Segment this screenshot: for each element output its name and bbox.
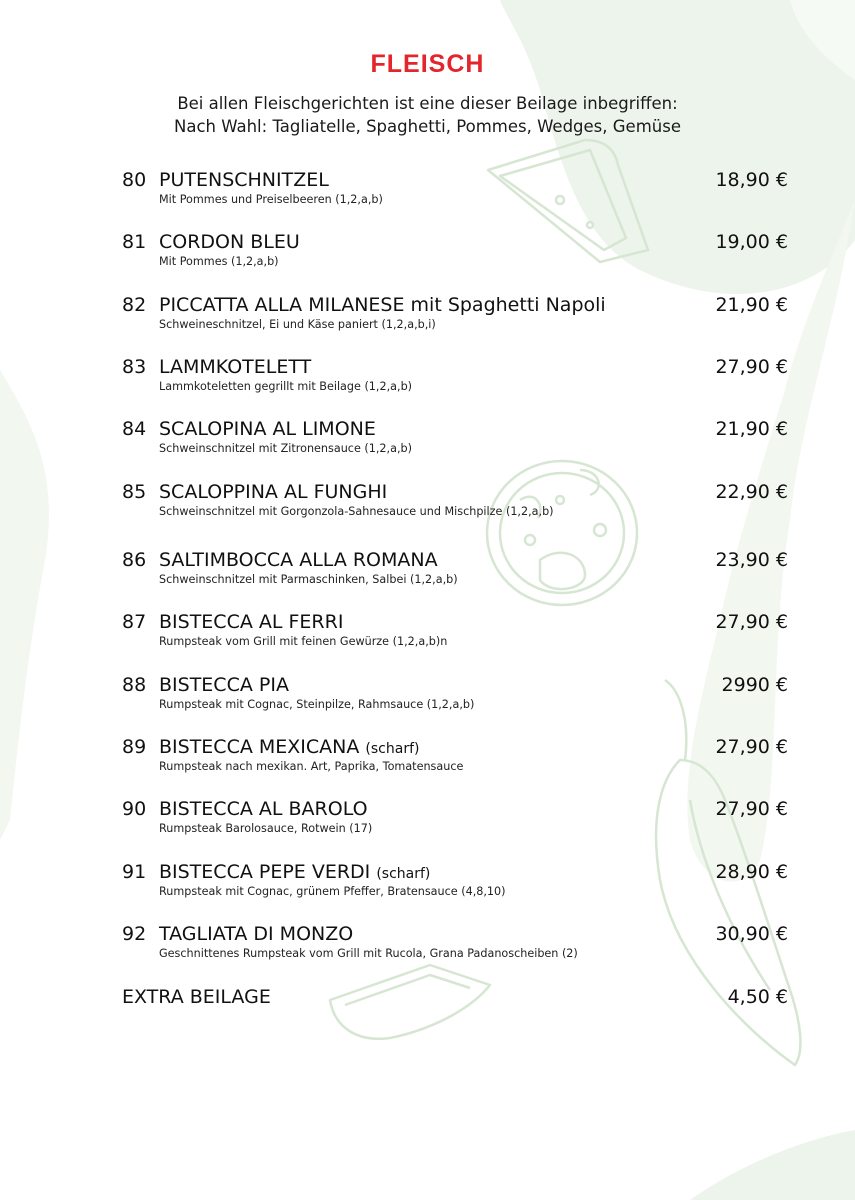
menu-item xyxy=(122,860,788,900)
item-price: 27,90 € xyxy=(715,611,788,633)
item-name: LAMMKOTELETT xyxy=(159,356,312,378)
item-price: 21,90 € xyxy=(715,418,788,440)
item-price: 28,90 € xyxy=(715,861,788,883)
menu-item xyxy=(122,610,788,650)
item-name: PICCATTA ALLA MILANESE mit Spaghetti Napoli xyxy=(159,294,606,316)
item-number: 88 xyxy=(122,674,147,696)
item-description: Rumpsteak nach mexikan. Art, Paprika, Tomatensauce xyxy=(159,760,464,773)
extra-side-price: 4,50 € xyxy=(727,986,788,1008)
item-description: Schweinschnitzel mit Zitronensauce (1,2,a,b) xyxy=(159,442,412,455)
item-number: 81 xyxy=(122,231,147,253)
item-price: 22,90 € xyxy=(715,481,788,503)
item-description: Mit Pommes und Preiselbeeren (1,2,a,b) xyxy=(159,193,383,206)
item-name: SALTIMBOCCA ALLA ROMANA xyxy=(159,549,438,571)
item-price: 23,90 € xyxy=(715,549,788,571)
spicy-tag: (scharf) xyxy=(376,866,431,882)
menu-item xyxy=(122,480,788,520)
menu-item xyxy=(122,355,788,395)
item-description: Mit Pommes (1,2,a,b) xyxy=(159,255,279,268)
item-description: Schweinschnitzel mit Parmaschinken, Salbei (1,2,a,b) xyxy=(159,573,458,586)
side-dish-note xyxy=(0,92,855,138)
item-price: 2990 € xyxy=(721,674,788,696)
item-name: BISTECCA AL BAROLO xyxy=(159,798,368,820)
menu-item xyxy=(122,168,788,208)
side-dish-note-line1: Bei allen Fleischgerichten ist eine dieser Beilage inbegriffen: xyxy=(177,94,678,113)
item-number: 86 xyxy=(122,549,147,571)
item-price: 18,90 € xyxy=(715,169,788,191)
extra-side-label: EXTRA BEILAGE xyxy=(122,986,271,1008)
item-description: Schweineschnitzel, Ei und Käse paniert (1,2,a,b,i) xyxy=(159,318,436,331)
item-number: 89 xyxy=(122,736,147,758)
item-name: SCALOPINA AL LIMONE xyxy=(159,418,376,440)
item-number: 83 xyxy=(122,356,147,378)
item-price: 27,90 € xyxy=(715,356,788,378)
item-number: 87 xyxy=(122,611,147,633)
item-description: Rumpsteak vom Grill mit feinen Gewürze (1,2,a,b)n xyxy=(159,635,448,648)
item-number: 90 xyxy=(122,798,147,820)
item-description: Rumpsteak mit Cognac, Steinpilze, Rahmsauce (1,2,a,b) xyxy=(159,698,475,711)
item-number: 80 xyxy=(122,169,147,191)
item-number: 82 xyxy=(122,294,147,316)
menu-item xyxy=(122,797,788,837)
item-description: Rumpsteak mit Cognac, grünem Pfeffer, Bratensauce (4,8,10) xyxy=(159,885,506,898)
menu-item xyxy=(122,293,788,333)
item-name: BISTECCA MEXICANA (scharf) xyxy=(159,736,420,758)
menu-item xyxy=(122,922,788,962)
item-name: SCALOPPINA AL FUNGHI xyxy=(159,481,388,503)
side-dish-note-line2: Nach Wahl: Tagliatelle, Spaghetti, Pommes, Wedges, Gemüse xyxy=(174,117,681,136)
item-price: 27,90 € xyxy=(715,736,788,758)
item-name: TAGLIATA DI MONZO xyxy=(159,923,354,945)
item-price: 21,90 € xyxy=(715,294,788,316)
item-name: BISTECCA PIA xyxy=(159,674,289,696)
item-price: 19,00 € xyxy=(715,231,788,253)
menu-item xyxy=(122,735,788,775)
item-name: PUTENSCHNITZEL xyxy=(159,169,329,191)
item-number: 84 xyxy=(122,418,147,440)
item-number: 92 xyxy=(122,923,147,945)
item-name: CORDON BLEU xyxy=(159,231,300,253)
item-price: 27,90 € xyxy=(715,798,788,820)
item-name: BISTECCA AL FERRI xyxy=(159,611,344,633)
menu-item xyxy=(122,548,788,588)
extra-side-row xyxy=(122,985,788,1011)
item-number: 91 xyxy=(122,861,147,883)
menu-item xyxy=(122,673,788,713)
item-name: BISTECCA PEPE VERDI (scharf) xyxy=(159,861,431,883)
item-price: 30,90 € xyxy=(715,923,788,945)
menu-item xyxy=(122,417,788,457)
item-number: 85 xyxy=(122,481,147,503)
spicy-tag: (scharf) xyxy=(365,741,420,757)
item-description: Rumpsteak Barolosauce, Rotwein (17) xyxy=(159,822,373,835)
menu-item xyxy=(122,230,788,270)
item-description: Lammkoteletten gegrillt mit Beilage (1,2,a,b) xyxy=(159,380,413,393)
item-description: Geschnittenes Rumpsteak vom Grill mit Rucola, Grana Padanoscheiben (2) xyxy=(159,947,578,960)
section-heading: FLEISCH xyxy=(370,50,485,78)
item-description: Schweinschnitzel mit Gorgonzola-Sahnesauce und Mischpilze (1,2,a,b) xyxy=(159,505,554,518)
